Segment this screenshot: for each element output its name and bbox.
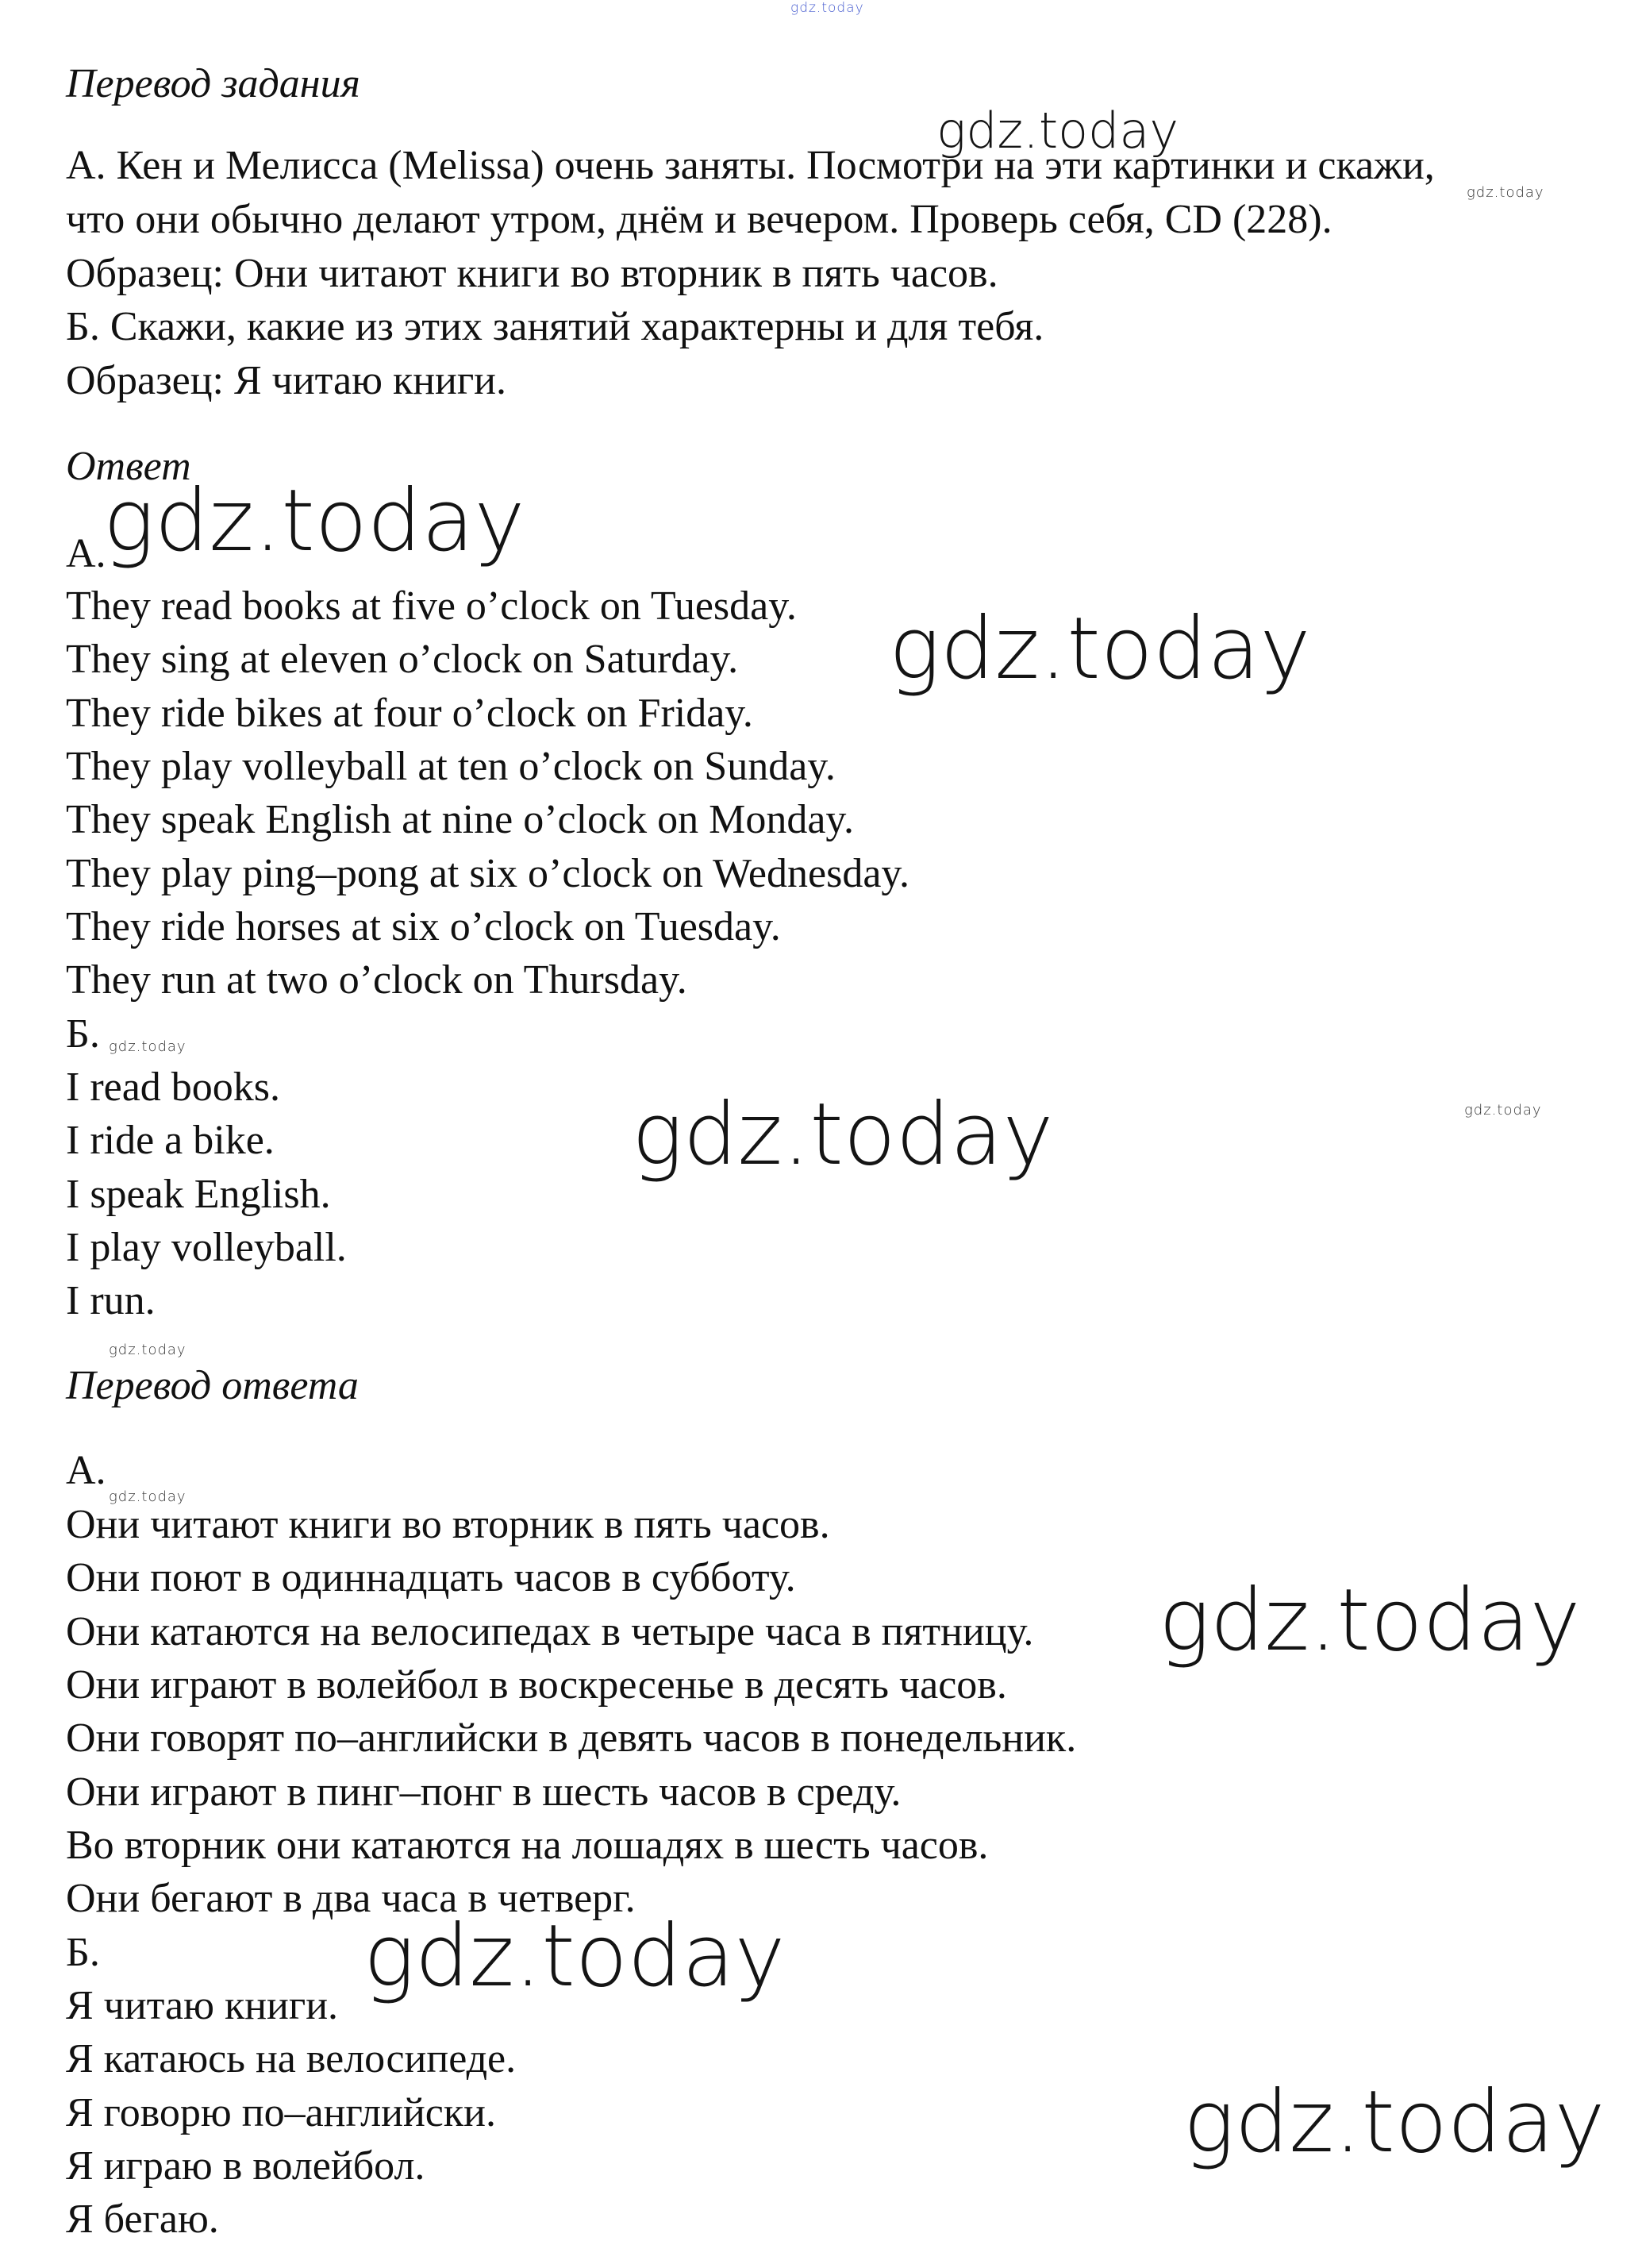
- answer-a-line: They ride bikes at four o’clock on Friday.: [66, 691, 753, 736]
- answer-b-line: I play volleyball.: [66, 1225, 347, 1270]
- translation-a-line: Они бегают в два часа в четверг.: [66, 1876, 636, 1921]
- watermark-text: gdz.today: [936, 102, 1179, 160]
- translation-a-label: А.: [66, 1448, 106, 1493]
- task-line: Образец: Они читают книги во вторник в пять часов.: [66, 251, 998, 296]
- translation-a-line: Они читают книги во вторник в пять часов.: [66, 1502, 830, 1547]
- translation-a-line: Они поют в одиннадцать часов в субботу.: [66, 1555, 796, 1600]
- watermark-text: gdz.today: [632, 1085, 1054, 1184]
- watermark-text: gdz.today: [103, 472, 525, 571]
- watermark-text: gdz.today: [109, 1342, 187, 1358]
- answer-a-line: They sing at eleven o’clock on Saturday.: [66, 637, 739, 682]
- task-line: А. Кен и Мелисса (Melissa) очень заняты. Посмотри на эти картинки и скажи,: [66, 143, 1435, 188]
- answer-a-line: They play volleyball at ten o’clock on Sunday.: [66, 744, 836, 789]
- answer-b-line: I ride a bike.: [66, 1118, 275, 1163]
- answer-a-line: They read books at five o’clock on Tuesday.: [66, 583, 797, 629]
- translation-b-line: Я играю в волейбол.: [66, 2143, 425, 2189]
- translation-a-line: Они катаются на велосипедах в четыре часа в пятницу.: [66, 1609, 1034, 1654]
- answer-b-line: I speak English.: [66, 1172, 331, 1217]
- translation-a-line: Во вторник они катаются на лошадях в шесть часов.: [66, 1823, 989, 1868]
- watermark-text: gdz.today: [1464, 1102, 1542, 1119]
- watermark-text: gdz.today: [109, 1038, 187, 1055]
- answer-a-line: They ride horses at six o’clock on Tuesday.: [66, 904, 781, 949]
- translation-a-line: Они говорят по–английски в девять часов в понедельник.: [66, 1715, 1077, 1761]
- translation-b-label: Б.: [66, 1930, 100, 1975]
- translation-b-line: Я говорю по–английски.: [66, 2090, 496, 2135]
- answer-a-line: They speak English at nine o’clock on Monday.: [66, 797, 855, 842]
- watermark-text: gdz.today: [889, 599, 1311, 699]
- watermark-text: gdz.today: [1159, 1571, 1581, 1670]
- translation-heading: Перевод ответа: [66, 1363, 359, 1408]
- translation-b-line: Я читаю книги.: [66, 1983, 339, 2028]
- answer-heading: Ответ: [66, 444, 191, 489]
- watermark-text: gdz.today: [1467, 184, 1544, 201]
- answer-b-line: I read books.: [66, 1065, 281, 1110]
- top-watermark: gdz.today: [790, 0, 864, 16]
- answer-b-line: I run.: [66, 1278, 156, 1323]
- answer-a-line: They run at two o’clock on Thursday.: [66, 957, 687, 1003]
- translation-b-line: Я катаюсь на велосипеде.: [66, 2036, 517, 2081]
- task-line: Б. Скажи, какие из этих занятий характерны и для тебя.: [66, 304, 1044, 349]
- answer-a-label: А.: [66, 531, 106, 576]
- answer-a-line: They play ping–pong at six o’clock on Wednesday.: [66, 851, 910, 896]
- watermark-text: gdz.today: [109, 1488, 187, 1505]
- answer-b-label: Б.: [66, 1011, 100, 1057]
- watermark-text: gdz.today: [363, 1907, 786, 2006]
- translation-a-line: Они играют в пинг–понг в шесть часов в среду.: [66, 1769, 902, 1815]
- watermark-text: gdz.today: [1183, 2073, 1605, 2172]
- task-heading: Перевод задания: [66, 61, 360, 106]
- task-line: Образец: Я читаю книги.: [66, 358, 507, 403]
- translation-b-line: Я бегаю.: [66, 2197, 219, 2242]
- translation-a-line: Они играют в волейбол в воскресенье в десять часов.: [66, 1662, 1007, 1708]
- task-line: что они обычно делают утром, днём и вечером. Проверь себя, CD (228).: [66, 197, 1332, 242]
